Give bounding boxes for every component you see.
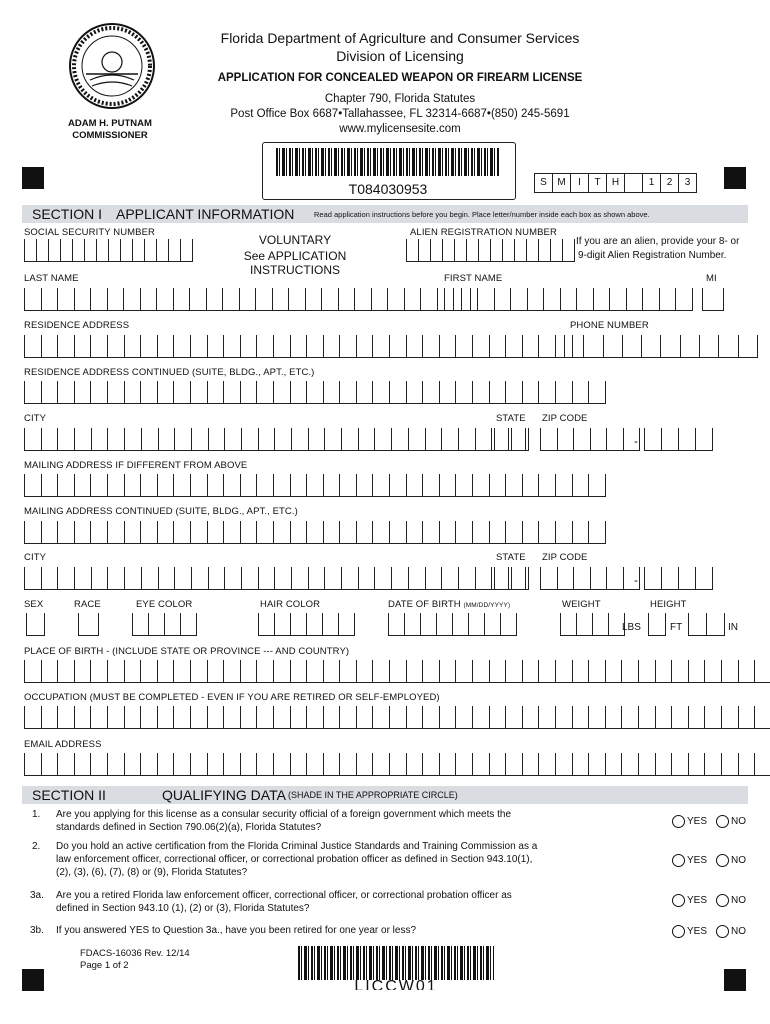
ssn-boxes[interactable]: [24, 239, 193, 262]
barcode-number: T084030953: [348, 181, 428, 197]
footer-barcode: [298, 946, 494, 980]
occupation-boxes[interactable]: [24, 706, 770, 729]
registration-mark: [724, 969, 746, 991]
radio-circle-icon: [716, 815, 729, 828]
department-seal: [68, 22, 156, 110]
alien-boxes[interactable]: [406, 239, 575, 262]
zip2-boxes[interactable]: [540, 567, 640, 590]
last-name-label: LAST NAME: [24, 273, 79, 284]
ssn-label: SOCIAL SECURITY NUMBER: [24, 227, 156, 238]
phone-boxes[interactable]: [564, 335, 758, 358]
eye-boxes[interactable]: [132, 613, 197, 636]
q3b-number: 3b.: [30, 925, 44, 936]
q2-yes[interactable]: YES: [672, 854, 707, 867]
barcode: [276, 148, 500, 176]
q3b-no[interactable]: NO: [716, 925, 746, 938]
ft-label: FT: [670, 622, 683, 633]
page-number: Page 1 of 2: [80, 960, 129, 971]
city-label: CITY: [24, 413, 47, 424]
sex-label: SEX: [24, 599, 44, 610]
department-name: Florida Department of Agriculture and Consumer Services: [220, 30, 580, 46]
height-label: HEIGHT: [650, 599, 687, 610]
chapter: Chapter 790, Florida Statutes: [324, 93, 476, 105]
state-boxes[interactable]: [494, 428, 529, 451]
sex-box[interactable]: [26, 613, 45, 636]
mailing-label: MAILING ADDRESS IF DIFFERENT FROM ABOVE: [24, 460, 248, 471]
q2-number: 2.: [32, 841, 41, 852]
radio-circle-icon: [672, 925, 685, 938]
radio-circle-icon: [672, 815, 685, 828]
q2-text: Do you hold an active certification from the Florida Criminal Justice Standards and Training Commission as a law enforcement officer, correctional officer, or correctional probation officer as defined in Section 943.10(1), (2), (3), (6), (7), (8) or (9), Florida Statutes?: [56, 841, 538, 878]
registration-mark: [22, 167, 44, 189]
q1-yes[interactable]: YES: [672, 815, 707, 828]
zip-label: ZIP CODE: [542, 413, 588, 424]
q3a-no[interactable]: NO: [716, 894, 746, 907]
lbs-label: LBS: [622, 622, 641, 633]
race-box[interactable]: [78, 613, 99, 636]
mailing-cont-boxes[interactable]: [24, 521, 606, 544]
registration-mark: [724, 167, 746, 189]
q1-no[interactable]: NO: [716, 815, 746, 828]
dob-boxes[interactable]: [388, 613, 517, 636]
city-boxes[interactable]: [24, 428, 526, 451]
q3a-number: 3a.: [30, 890, 44, 901]
mailing-address: Post Office Box 6687•Tallahassee, FL 32314-6687•(850) 245-5691: [230, 108, 570, 120]
section-2-header: SECTION II QUALIFYING DATA (SHADE IN THE APPROPRIATE CIRCLE): [22, 786, 748, 804]
first-name-label: FIRST NAME: [444, 273, 503, 284]
see-instructions-note: See APPLICATION INSTRUCTIONS: [243, 249, 347, 277]
zip2-label: ZIP CODE: [542, 552, 588, 563]
registration-mark: [22, 969, 44, 991]
email-label: EMAIL ADDRESS: [24, 739, 102, 750]
zip-dash: -: [634, 434, 638, 448]
mailing-cont-label: MAILING ADDRESS CONTINUED (SUITE, BLDG., APT., ETC.): [24, 506, 298, 517]
radio-circle-icon: [716, 925, 729, 938]
ft-box[interactable]: [648, 613, 666, 636]
zip-boxes[interactable]: [540, 428, 640, 451]
q1-number: 1.: [32, 809, 41, 820]
footer-code: LICCW01: [354, 980, 438, 990]
last-name-boxes[interactable]: [24, 288, 471, 311]
occupation-label: OCCUPATION (MUST BE COMPLETED - EVEN IF YOU ARE RETIRED OR SELF-EMPLOYED): [24, 692, 440, 703]
birthplace-label: PLACE OF BIRTH - (INCLUDE STATE OR PROVINCE --- AND COUNTRY): [24, 646, 350, 657]
weight-boxes[interactable]: [560, 613, 625, 636]
radio-circle-icon: [672, 854, 685, 867]
radio-circle-icon: [716, 854, 729, 867]
q3a-yes[interactable]: YES: [672, 894, 707, 907]
division-name: Division of Licensing: [336, 48, 464, 64]
residence-label: RESIDENCE ADDRESS: [24, 320, 130, 331]
q3b-yes[interactable]: YES: [672, 925, 707, 938]
hair-boxes[interactable]: [258, 613, 355, 636]
mi-label: MI: [706, 273, 717, 284]
email-boxes[interactable]: [24, 753, 770, 776]
commissioner-name: ADAM H. PUTNAM: [68, 118, 152, 129]
alien-label: ALIEN REGISTRATION NUMBER: [410, 227, 557, 238]
state2-boxes[interactable]: [494, 567, 529, 590]
in-boxes[interactable]: [688, 613, 725, 636]
zip4-boxes[interactable]: [644, 428, 713, 451]
alien-note: 9-digit Alien Registration Number.: [578, 250, 727, 261]
city2-label: CITY: [24, 552, 47, 563]
radio-circle-icon: [716, 894, 729, 907]
in-label: IN: [728, 622, 738, 633]
form-number: FDACS-16036 Rev. 12/14: [80, 948, 190, 959]
q1-text: Are you applying for this license as a consular security official of a foreign government which meets the standards defined in Section 790.06(2)(a), Florida Statutes?: [56, 809, 512, 833]
state-label: STATE: [496, 413, 526, 424]
residence-cont-boxes[interactable]: [24, 381, 606, 404]
residence-cont-label: RESIDENCE ADDRESS CONTINUED (SUITE, BLDG., APT., ETC.): [24, 367, 315, 378]
q2-no[interactable]: NO: [716, 854, 746, 867]
q3a-text: Are you a retired Florida law enforcement officer, correctional officer, or correctional probation officer as defined in Section 943.10 (1), (2) or (3), Florida Statutes?: [56, 890, 512, 914]
race-label: RACE: [74, 599, 101, 610]
state2-label: STATE: [496, 552, 526, 563]
commissioner-title: COMMISSIONER: [72, 130, 148, 141]
city2-boxes[interactable]: [24, 567, 526, 590]
hair-label: HAIR COLOR: [260, 599, 321, 610]
first-name-boxes[interactable]: [444, 288, 693, 311]
birthplace-boxes[interactable]: [24, 660, 770, 683]
zip2-dash: -: [634, 573, 638, 587]
phone-label: PHONE NUMBER: [570, 320, 649, 331]
form-title: APPLICATION FOR CONCEALED WEAPON OR FIREARM LICENSE: [217, 72, 583, 84]
name-code-boxes: S M I T H 1 2 3: [534, 173, 697, 193]
q3b-text: If you answered YES to Question 3a., have you been retired for one year or less?: [56, 925, 417, 936]
eye-label: EYE COLOR: [136, 599, 193, 610]
mailing-boxes[interactable]: [24, 474, 606, 497]
zip2-4-boxes[interactable]: [644, 567, 713, 590]
mi-box[interactable]: [702, 288, 724, 311]
dob-label: DATE OF BIRTH (MM/DD/YYYY): [388, 599, 511, 610]
radio-circle-icon: [672, 894, 685, 907]
alien-note: If you are an alien, provide your 8- or: [576, 236, 740, 247]
website: www.mylicensesite.com: [339, 123, 461, 135]
section-1-header: SECTION I APPLICANT INFORMATION Read application instructions before you begin. Place letter/number inside each box as shown above.: [22, 205, 748, 223]
voluntary-note: VOLUNTARY: [258, 233, 332, 247]
residence-boxes[interactable]: [24, 335, 573, 358]
weight-label: WEIGHT: [562, 599, 601, 610]
